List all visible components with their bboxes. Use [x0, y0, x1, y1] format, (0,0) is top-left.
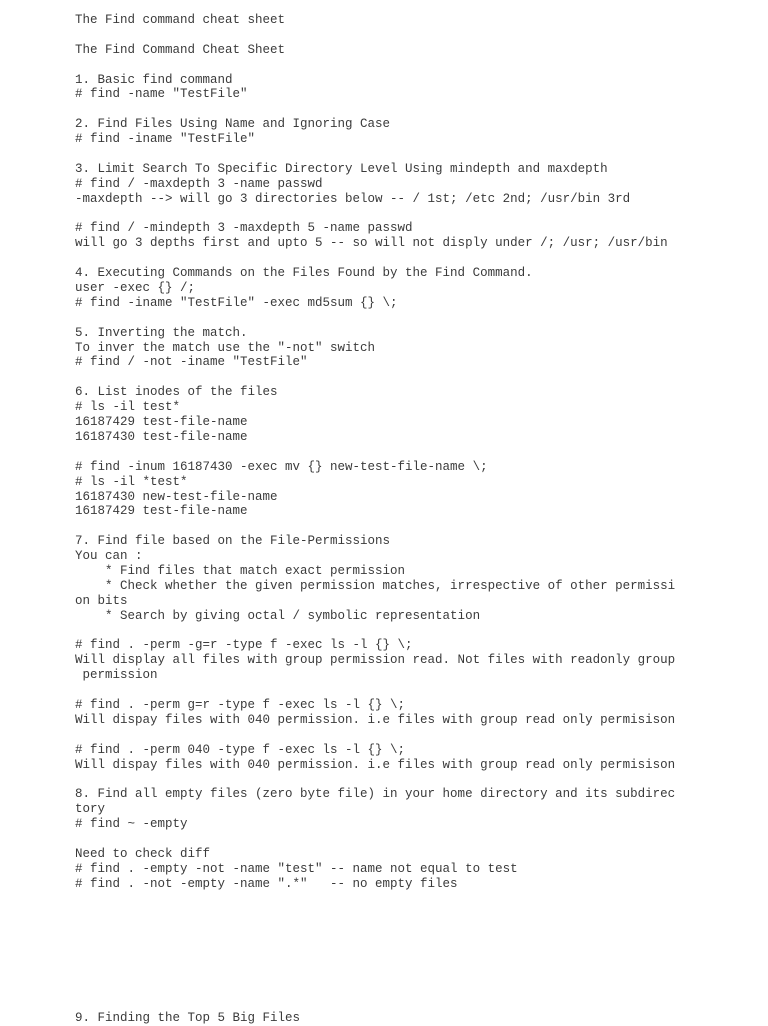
- text-line: [75, 951, 755, 966]
- text-line: Will dispay files with 040 permission. i.e files with group read only permisison: [75, 757, 676, 772]
- text-line: # find / -maxdepth 3 -name passwd: [75, 176, 323, 191]
- text-line: [75, 832, 755, 847]
- text-line: [75, 207, 755, 222]
- text-line: [75, 370, 755, 385]
- text-line: [75, 921, 755, 936]
- text-line: # find . -perm 040 -type f -exec ls -l {} \;: [75, 742, 406, 757]
- text-line: * Search by giving octal / symbolic representation: [75, 608, 481, 623]
- text-line: 7. Find file based on the File-Permissions: [75, 534, 391, 549]
- text-line: [75, 936, 755, 951]
- text-line: [75, 311, 755, 326]
- text-line: * Check whether the given permission matches, irrespective of other permissi: [75, 578, 676, 593]
- text-line: 16187430 new-test-file-name: [75, 489, 278, 504]
- text-line: 4. Executing Commands on the Files Found by the Find Command.: [75, 266, 533, 281]
- text-line: [75, 892, 755, 907]
- text-line: # find -iname "TestFile": [75, 132, 256, 147]
- text-line: [75, 102, 755, 117]
- text-line: will go 3 depths first and upto 5 -- so will not disply under /; /usr; /usr/bin: [75, 236, 668, 251]
- text-line: [75, 624, 755, 639]
- text-line: on bits: [75, 593, 128, 608]
- text-line: 16187429 test-file-name: [75, 504, 248, 519]
- text-line: [75, 996, 755, 1011]
- text-line: 16187429 test-file-name: [75, 415, 248, 430]
- text-line: -maxdepth --> will go 3 directories below -- / 1st; /etc 2nd; /usr/bin 3rd: [75, 191, 631, 206]
- text-line: # find ~ -empty: [75, 817, 188, 832]
- text-line: 9. Finding the Top 5 Big Files: [75, 1010, 301, 1025]
- text-line: The Find command cheat sheet: [75, 13, 286, 27]
- text-line: [75, 251, 755, 266]
- text-line: [75, 772, 755, 787]
- text-line: [75, 445, 755, 460]
- text-line: # ls -il test*: [75, 400, 181, 415]
- text-line: Will display all files with group permission read. Not files with readonly group: [75, 653, 676, 668]
- text-line: # find -iname "TestFile" -exec md5sum {} \;: [75, 295, 398, 310]
- text-line: [75, 28, 755, 43]
- text-line: # find . -perm -g=r -type f -exec ls -l {} \;: [75, 638, 413, 653]
- text-line: 3. Limit Search To Specific Directory Level Using mindepth and maxdepth: [75, 161, 608, 176]
- text-line: # ls -il *test*: [75, 474, 188, 489]
- text-line: [75, 683, 755, 698]
- text-line: tory: [75, 802, 106, 817]
- text-line: [75, 58, 755, 73]
- text-line: # find / -mindepth 3 -maxdepth 5 -name passwd: [75, 221, 413, 236]
- text-line: # find . -not -empty -name ".*" -- no empty files: [75, 876, 458, 891]
- text-line: You can :: [75, 549, 143, 564]
- text-line: 6. List inodes of the files: [75, 385, 278, 400]
- text-line: [75, 519, 755, 534]
- text-line: 2. Find Files Using Name and Ignoring Case: [75, 117, 391, 132]
- document-body: [75, 13, 755, 1026]
- text-line: [75, 966, 755, 981]
- text-line: 8. Find all empty files (zero byte file) in your home directory and its subdirec: [75, 787, 676, 802]
- text-line: user -exec {} /;: [75, 281, 196, 296]
- text-line: # find / -not -iname "TestFile": [75, 355, 308, 370]
- text-line: The Find Command Cheat Sheet: [75, 42, 286, 57]
- text-line: * Find files that match exact permission: [75, 563, 406, 578]
- text-line: 16187430 test-file-name: [75, 429, 248, 444]
- text-line: # find -name "TestFile": [75, 87, 248, 102]
- text-line: permission: [75, 668, 158, 683]
- text-line: # find . -perm g=r -type f -exec ls -l {} \;: [75, 697, 406, 712]
- text-line: [75, 728, 755, 743]
- text-line: Need to check diff: [75, 846, 211, 861]
- text-line: [75, 147, 755, 162]
- text-line: 5. Inverting the match.: [75, 325, 248, 340]
- text-line: # find -inum 16187430 -exec mv {} new-test-file-name \;: [75, 459, 488, 474]
- text-line: 1. Basic find command: [75, 72, 233, 87]
- text-line: [75, 906, 755, 921]
- text-line: To inver the match use the "-not" switch: [75, 340, 376, 355]
- text-line: [75, 981, 755, 996]
- text-line: Will dispay files with 040 permission. i.e files with group read only permisison: [75, 712, 676, 727]
- text-line: # find . -empty -not -name "test" -- name not equal to test: [75, 861, 518, 876]
